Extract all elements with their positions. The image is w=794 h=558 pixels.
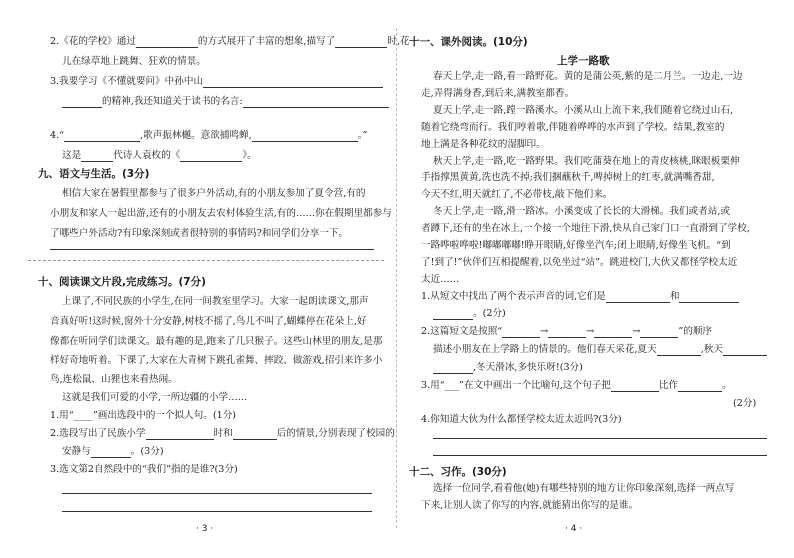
answer-line[interactable] [62,511,372,512]
q11-2-line1: 2.这篇短文是按照“ → → → ”的顺序 [421,326,713,337]
q2-line2: 儿在绿草地上跳舞、狂欢的情景。 [62,56,206,67]
q11-4: 4.你知道大伙为什么都怪学校太近太近吗?(3分) [421,414,622,425]
passage-10-line-1: 上课了,不同民族的小学生,在同一间教室里学习。大家一起朗读课文,那声 [62,296,369,307]
story-line-2: 走,弄得满身香,到后来,满教室都香。 [421,88,575,99]
q10-2-line2: 安静与 。(3分) [62,446,164,457]
answer-blank[interactable] [640,327,678,338]
q11-1-line2: 。(2分) [433,308,506,320]
passage-10-line-5: 鸟,连松鼠、山狸也来看热闹。 [50,374,178,385]
q10-3: 3.选文第2自然段中的“我们”指的是谁?(3分) [50,464,238,475]
answer-blank[interactable] [203,77,383,88]
answer-line[interactable] [433,455,767,456]
passage-10-line-6: 这就是我们可爱的小学,一所边疆的小学…… [62,392,248,403]
story-line-11: 一路哗啦哗啦!嘟嘟嘟嘟!睁开眼睛,好像坐汽车;闭上眼睛,好像坐飞机。“到 [421,240,731,251]
answer-line[interactable] [50,249,374,250]
answer-blank[interactable] [657,345,701,356]
answer-blank[interactable] [594,327,632,338]
section-11-heading: 十一、课外阅读。(10分) [409,36,528,48]
answer-blank[interactable] [252,131,358,142]
page-number: · 3 · [196,524,214,534]
story-title: 上学一路歌 [557,55,610,67]
passage-10-line-3: 像都在听同学们读课文。最有趣的是,跑来了几只猴子。这些山林里的朋友,是那 [50,336,383,347]
answer-blank[interactable] [502,327,540,338]
q4-line1: 4.“ ,歌声振林樾。意欲捕鸣蝉, 。” [50,130,368,141]
story-line-4: 随着它绕弯而行。我们哼着歌,伴随着哗哗的水声到了学校。结果,教室的 [421,122,725,133]
answer-blank[interactable] [433,363,473,374]
passage-10-line-2: 音真好听!这时候,窗外十分安静,树枝不摇了,鸟儿不叫了,蝴蝶停在花朵上,好 [50,316,367,327]
story-line-1: 春天上学,走一路,看一路野花。黄的是蒲公英,紫的是二月兰。一边走,一边 [433,71,743,82]
q11-3: 3.用“___”在文中画出一个比喻句,这个句子把 比作 。 [421,380,732,391]
q2-line1: 2.《花的学校》通过 的方式展开了丰富的想象,描写了 时,花 [50,36,410,47]
section-9-text-2: 小朋友和家人一起出游,还有的小朋友去农村体验生活,有的……你在假期里都参与 [50,208,392,219]
section-12-heading: 十二、习作。(30分) [409,466,507,478]
section-9-text-3: 了哪些户外活动?有印象深刻或者很特别的事情吗?和同学们分享一下。 [50,228,349,239]
answer-blank[interactable] [233,429,277,440]
q11-2-line3: ,冬天滑冰,多快乐呀!(3分) [433,362,583,374]
answer-blank[interactable] [606,292,670,303]
q10-2-line1: 2.选段写出了民族小学 时和 后的情景,分别表现了校园的 [50,428,395,439]
answer-blank[interactable] [678,381,722,392]
page-number: · 4 · [565,524,583,534]
answer-blank[interactable] [548,327,586,338]
answer-blank[interactable] [91,447,131,458]
q11-1-line1: 1.从短文中找出了两个表示声音的词,它们是 和 [421,291,739,303]
answer-blank[interactable] [679,292,739,303]
answer-line[interactable] [433,438,767,439]
section-9-heading: 九、语文与生活。(3分) [38,168,150,180]
answer-blank[interactable] [433,309,473,320]
answer-blank[interactable] [81,151,113,162]
story-line-7: 手指撑黑黄黄,洗也洗不掉;我们捆蘸秋千,啤掉树上的红枣,就满嘴香甜, [421,172,715,183]
story-line-6: 秋天上学,走一路,吃一路野果。我们吃蒲葵在地上的青皮核桃,眯眼板栗伸 [433,156,740,167]
q10-1: 1.用“____”画出选段中的一个拟人句。(1分) [50,410,237,421]
story-line-5: 地上满是各种花纹的湿脚印。 [421,139,546,150]
story-line-13: 太近…… [421,274,460,285]
answer-blank[interactable] [180,151,242,162]
answer-blank[interactable] [723,345,767,356]
answer-blank[interactable] [146,429,214,440]
answer-blank[interactable] [243,97,389,108]
story-line-12: 了!到了!”伙伴们互相提醒着,以免坐过“站”。跳进校门,大伙又都怪学校太近 [421,257,738,268]
section-9-text-1: 相信大家在暑假里都参与了很多户外活动,有的小朋友参加了夏令营,有的 [62,188,366,199]
answer-blank[interactable] [64,131,140,142]
section-12-text-1: 选择一位同学,看看他(她)有哪些特别的地方让你印象深刻,选择一两点写 [433,483,735,494]
q11-3-score: (2分) [733,398,757,409]
answer-blank[interactable] [611,381,659,392]
story-line-8: 今天不红,明天就红了,不必带枝,敲下他们来。 [421,189,613,200]
section-12-text-2: 下来,让别人读了你写的内容,就能猜出你写的是谁。 [421,500,639,511]
section-separator [28,260,384,261]
story-line-10: 者蹲下,还有的坐在冰上,一个接一个地往下滑,快从自己家门口一直滑到了学校, [421,223,750,234]
story-line-9: 冬天上学,走一路,滑一路冰。小溪变成了长长的大滑梯。我们或者站,或 [433,206,730,217]
answer-blank[interactable] [136,37,198,48]
q11-2-line2: 描述小朋友在上学路上的情景的。他们春天采花,夏天 ,秋天 [433,344,767,356]
q3-line1: 3.我要学习《不懂就要问》中孙中山 [50,76,383,88]
answer-blank[interactable] [335,37,387,48]
answer-line[interactable] [62,493,372,494]
section-10-heading: 十、阅读课文片段,完成练习。(7分) [38,276,206,288]
q4-line2: 这是 代诗人袁枚的《 》。 [62,150,257,161]
story-line-3: 夏天上学,走一路,蹚一路溪水。小溪从山上流下来,我们随着它绕过山石, [433,105,734,116]
q3-line2: 的精神,我还知道关于读书的名言: [62,96,389,108]
passage-10-line-4: 样好奇地听着。下课了,大家在大青树下跳孔雀舞、摔跤、做游戏,招引来许多小 [50,355,383,366]
right-page [397,0,794,558]
answer-blank[interactable] [62,97,102,108]
